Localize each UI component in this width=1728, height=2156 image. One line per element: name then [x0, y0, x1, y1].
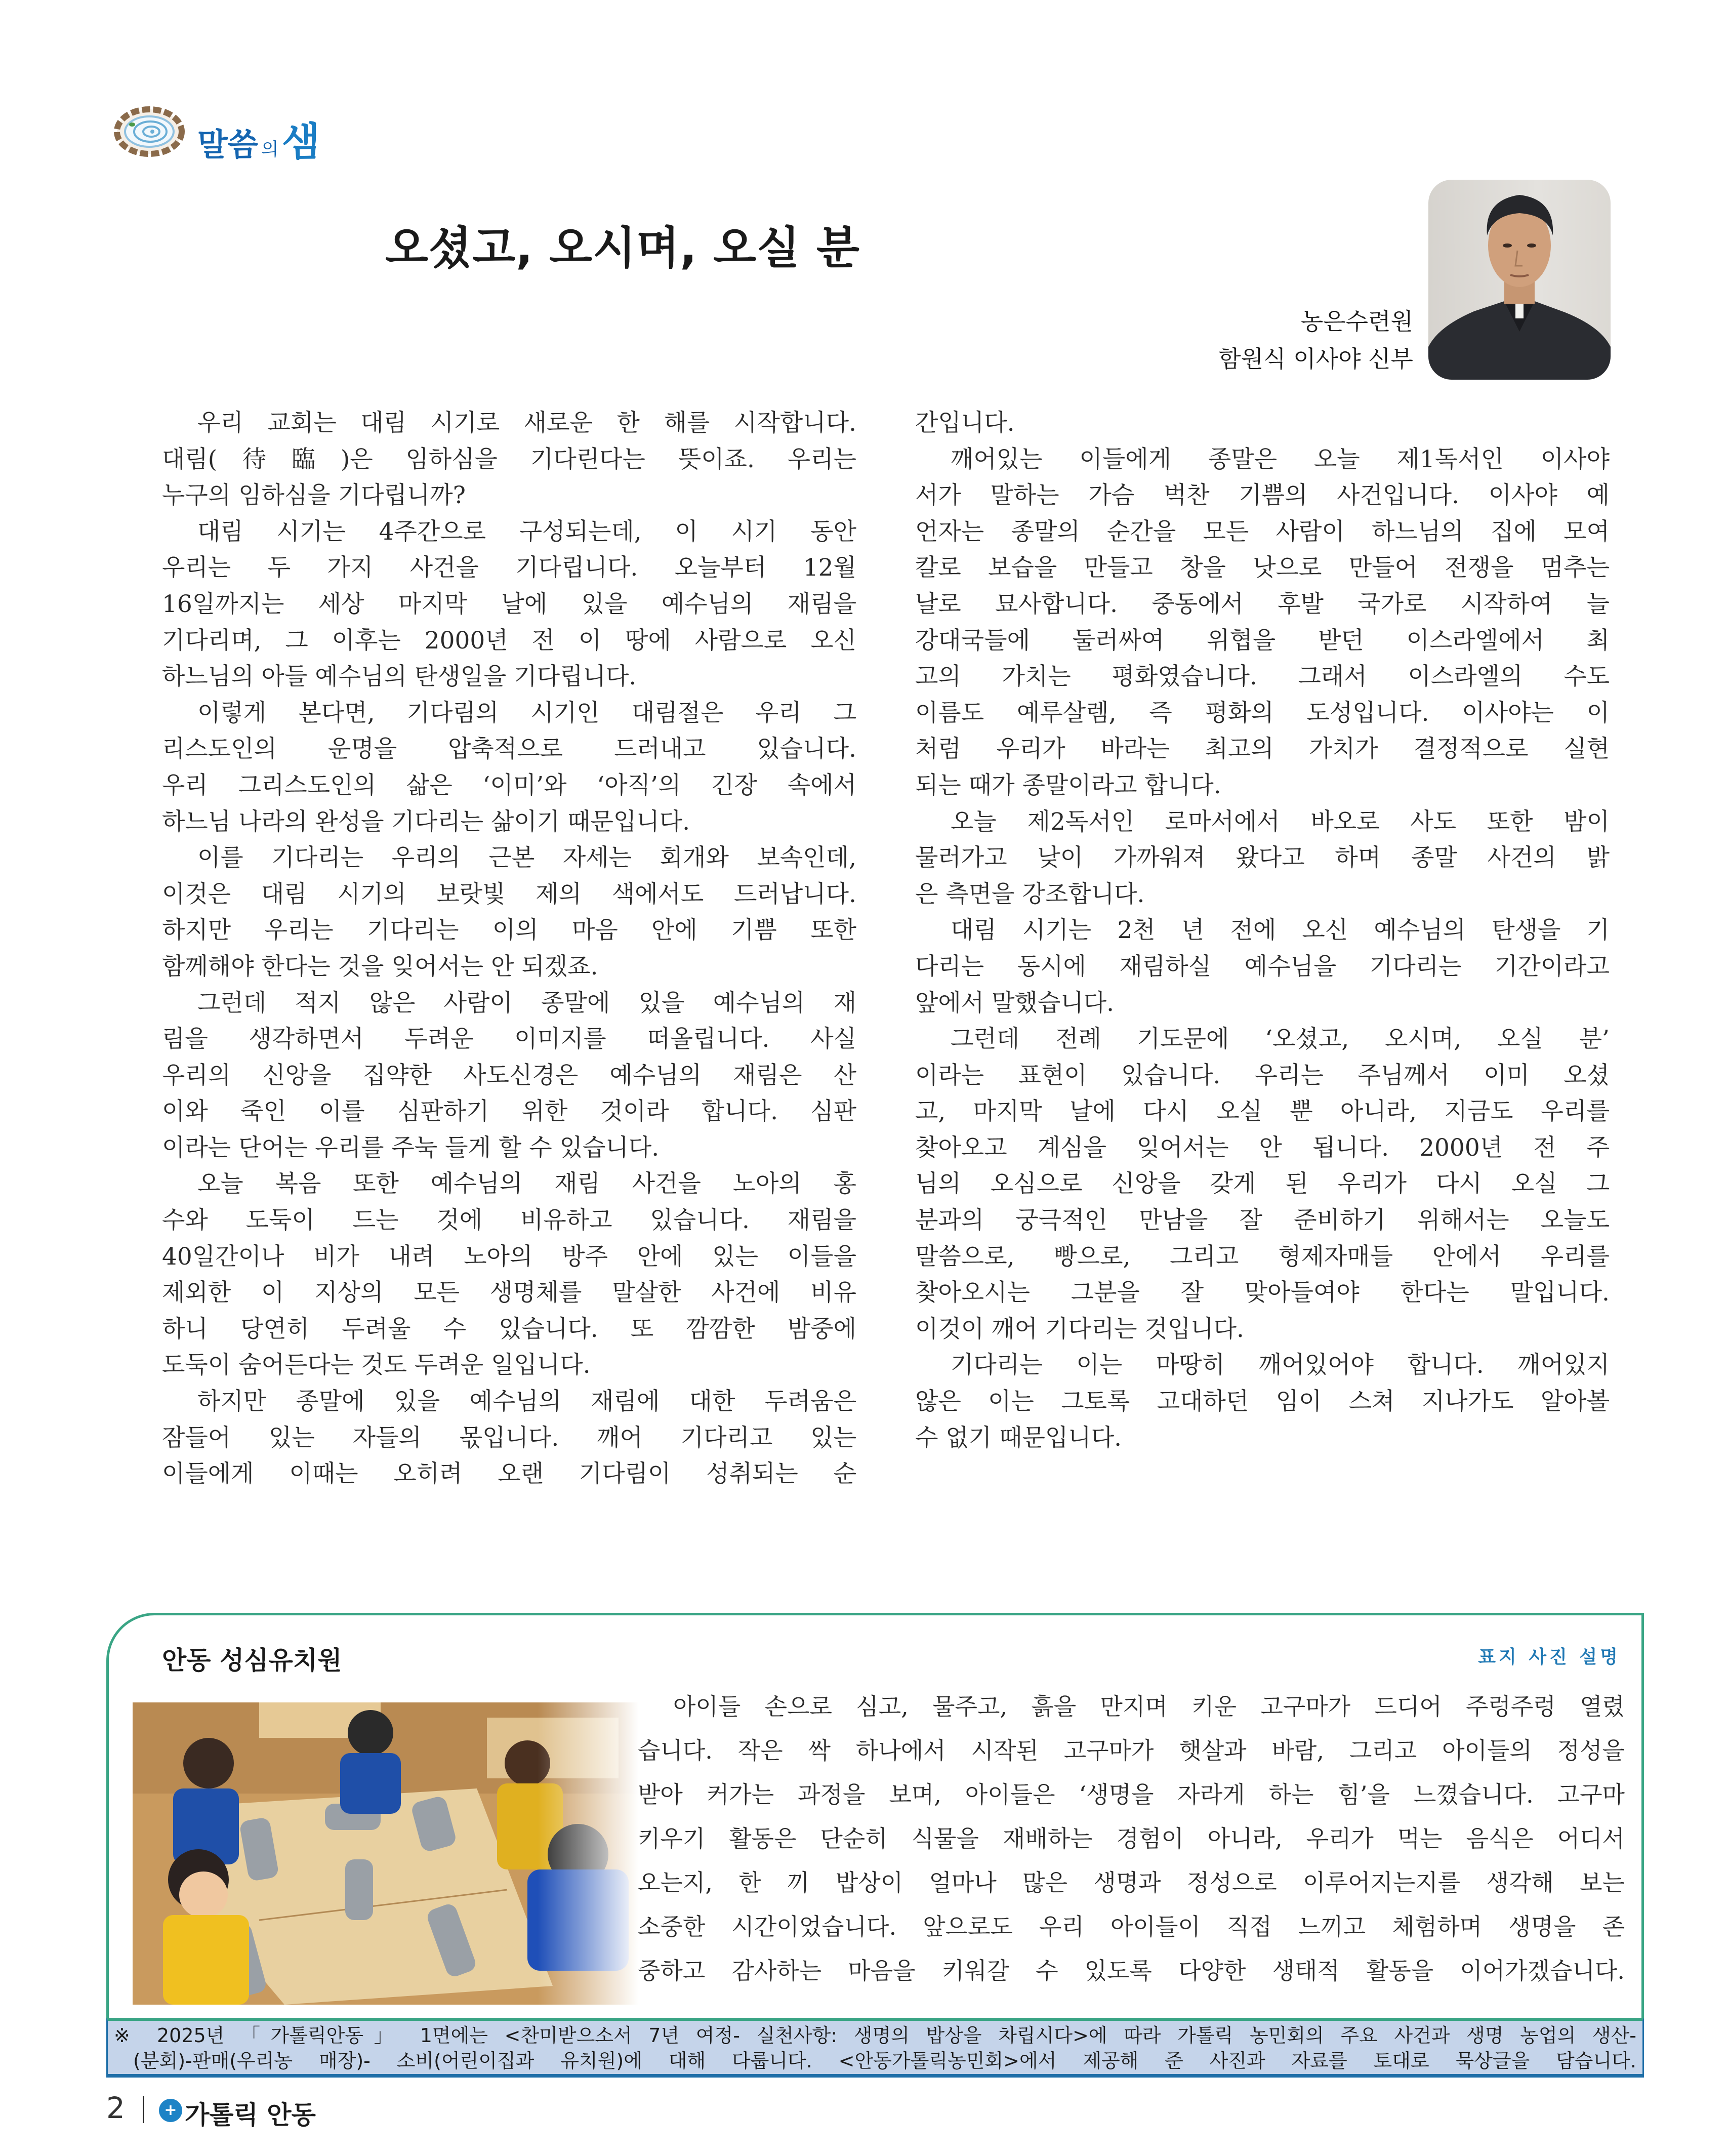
- notice-line-1: ※ 2025년 「가톨릭안동」 1면에는 <찬미받으소서 7년 여정- 실천사항: 생명의 밥상을 차립시다>에 따라 가톨릭 농민회의 주요 사건과 생명 농업의 생산-: [114, 2024, 1636, 2047]
- text-line: 물러가고 낮이 가까워져 왔다고 하며 종말 사건의 밝: [915, 844, 1610, 872]
- text-line: 오늘 복음 또한 예수님의 재림 사건을 노아의 홍: [197, 1170, 856, 1198]
- publication-name: 가톨릭 안동: [185, 2100, 316, 2130]
- text-line: 16일까지는 세상 마지막 날에 있을 예수님의 재림을: [162, 590, 856, 618]
- text-line: 하느님의 아들 예수님의 탄생일을 기다립니다.: [162, 663, 637, 691]
- cover-box-title: 안동 성심유치원: [162, 1646, 342, 1675]
- text-line: 이것은 대림 시기의 보랏빛 제의 색에서도 드러납니다.: [162, 880, 856, 908]
- text-line: 기다리며, 그 이후는 2000년 전 이 땅에 사람으로 오신: [162, 626, 856, 655]
- text-line: 이것이 깨어 기다리는 것입니다.: [915, 1315, 1244, 1343]
- text-line: 하지만 종말에 있을 예수님의 재림에 대한 두려움은: [197, 1388, 856, 1416]
- article-title: 오셨고, 오시며, 오실 분: [385, 222, 860, 274]
- text-line: 처럼 우리가 바라는 최고의 가치가 결정적으로 실현: [915, 735, 1610, 763]
- author-byline: [1218, 303, 1413, 378]
- text-line: 누구의 임하심을 기다립니까?: [162, 481, 466, 510]
- text-line: 도둑이 숨어든다는 것도 두려운 일입니다.: [162, 1351, 591, 1379]
- text-line: 우리의 신앙을 집약한 사도신경은 예수님의 재림은 산: [162, 1061, 856, 1089]
- text-line: 수와 도둑이 드는 것에 비유하고 있습니다. 재림을: [162, 1206, 856, 1235]
- text-line: 칼로 보습을 만들고 창을 낫으로 만들어 전쟁을 멈추는: [915, 554, 1610, 582]
- text-line: 그런데 적지 않은 사람이 종말에 있을 예수님의 재: [197, 989, 856, 1017]
- text-line: 하지만 우리는 기다리는 이의 마음 안에 기쁨 또한: [162, 916, 856, 945]
- text-line: 대림 시기는 2천 년 전에 오신 예수님의 탄생을 기: [951, 916, 1610, 945]
- text-line: 이라는 단어는 우리를 주눅 들게 할 수 있습니다.: [162, 1133, 660, 1162]
- text-line: 잠들어 있는 자들의 몫입니다. 깨어 기다리고 있는: [162, 1423, 856, 1452]
- text-line: 이렇게 본다면, 기다림의 시기인 대림절은 우리 그: [197, 699, 856, 727]
- series-notice: [106, 2018, 1644, 2078]
- cover-box-label: 표지 사진 설명: [1478, 1647, 1621, 1667]
- text-line: 우리는 두 가지 사건을 기다립니다. 오늘부터 12월: [162, 554, 856, 582]
- logo-word-2: 의: [261, 139, 279, 160]
- text-line: 님의 오심으로 신앙을 갖게 된 우리가 다시 오실 그: [915, 1170, 1610, 1198]
- text-line: 찾아오시는 그분을 잘 맞아들여야 한다는 말입니다.: [915, 1279, 1610, 1307]
- text-line: 찾아오고 계심을 잊어서는 안 됩니다. 2000년 전 주: [915, 1133, 1610, 1162]
- logo-text: [197, 110, 320, 167]
- page-number: 2: [106, 2091, 125, 2125]
- text-line: 리스도인의 운명을 압축적으로 드러내고 있습니다.: [162, 735, 856, 763]
- text-line: 다리는 동시에 재림하실 예수님을 기다리는 기간이라고: [915, 952, 1610, 981]
- text-line: 이들에게 이때는 오히려 오랜 기다림이 성취되는 순: [162, 1460, 856, 1488]
- text-line: 오는지, 한 끼 밥상이 얼마나 많은 생명과 정성으로 이루어지는지를 생각해 보는: [638, 1869, 1625, 1896]
- author-name: 함원식 이사야 신부: [1218, 345, 1413, 373]
- text-line: 고, 마지막 날에 다시 오실 뿐 아니라, 지금도 우리를: [915, 1097, 1610, 1126]
- text-line: 이라는 표현이 있습니다. 우리는 주님께서 이미 오셨: [915, 1061, 1610, 1089]
- author-affiliation: 농은수련원: [1300, 308, 1413, 335]
- text-line: 습니다. 작은 싹 하나에서 시작된 고구마가 햇살과 바람, 그리고 아이들의 정성을: [638, 1737, 1625, 1764]
- text-line: 않은 이는 그토록 고대하던 임이 스쳐 지나가도 알아볼: [915, 1388, 1610, 1416]
- text-line: 분과의 궁극적인 만남을 잘 준비하기 위해서는 오늘도: [915, 1206, 1610, 1235]
- notice-line-2: (분회)-판매(우리농 매장)- 소비(어린이집과 유치원)에 대해 다룹니다. <안동가톨릭농민회>에서 제공해 준 사진과 자료를 토대로 묵상글을 담습니다.: [133, 2050, 1636, 2072]
- text-line: 되는 때가 종말이라고 합니다.: [915, 771, 1221, 799]
- text-line: 하느님 나라의 완성을 기다리는 삶이기 때문입니다.: [162, 807, 690, 836]
- text-line: 림을 생각하면서 두려운 이미지를 떠올립니다. 사실: [162, 1025, 856, 1053]
- text-line: 기다리는 이는 마땅히 깨어있어야 합니다. 깨어있지: [951, 1351, 1610, 1379]
- text-line: 간입니다.: [915, 409, 1015, 437]
- text-line: 그런데 전례 기도문에 ‘오셨고, 오시며, 오실 분’: [951, 1025, 1610, 1053]
- priest-portrait-image: [1428, 180, 1611, 380]
- text-line: 오늘 제2독서인 로마서에서 바오로 사도 또한 밤이: [951, 807, 1610, 836]
- spring-well-icon: [114, 106, 185, 157]
- text-line: 깨어있는 이들에게 종말은 오늘 제1독서인 이사야: [951, 445, 1610, 473]
- text-line: 강대국들에 둘러싸여 위협을 받던 이스라엘에서 최: [915, 626, 1610, 655]
- logo-word-1: 말씀: [197, 126, 258, 163]
- text-line: 이와 죽인 이를 심판하기 위한 것이라 합니다. 심판: [162, 1097, 856, 1126]
- text-line: 아이들 손으로 심고, 물주고, 흙을 만지며 키운 고구마가 드디어 주렁주렁 열렸: [673, 1693, 1625, 1720]
- children-eating-photo: [133, 1702, 639, 2005]
- text-line: 이를 기다리는 우리의 근본 자세는 회개와 보속인데,: [197, 844, 856, 872]
- text-line: 우리 교회는 대림 시기로 새로운 한 해를 시작합니다.: [197, 409, 856, 437]
- author-portrait: [1428, 180, 1611, 380]
- text-line: 40일간이나 비가 내려 노아의 방주 안에 있는 이들을: [162, 1242, 856, 1271]
- cross-emblem-icon: +: [159, 2099, 182, 2122]
- text-line: 대림(待臨)은 임하심을 기다린다는 뜻이죠. 우리는: [162, 445, 856, 473]
- article-column-left: [162, 405, 856, 1492]
- text-line: 키우기 활동은 단순히 식물을 재배하는 경험이 아니라, 우리가 먹는 음식은 어디서: [638, 1825, 1625, 1852]
- text-line: 중하고 감사하는 마음을 키워갈 수 있도록 다양한 생태적 활동을 이어가겠습니다.: [638, 1957, 1625, 1984]
- text-line: 수 없기 때문입니다.: [915, 1423, 1122, 1452]
- kindergarten-photo: [133, 1702, 639, 2005]
- text-line: 날로 묘사합니다. 중동에서 후발 국가로 시작하여 늘: [915, 590, 1610, 618]
- logo-word-3: 샘: [281, 119, 320, 165]
- text-line: 소중한 시간이었습니다. 앞으로도 우리 아이들이 직접 느끼고 체험하며 생명을 존: [638, 1913, 1625, 1940]
- text-line: 은 측면을 강조합니다.: [915, 880, 1145, 908]
- text-line: 언자는 종말의 순간을 모든 사람이 하느님의 집에 모여: [915, 517, 1610, 546]
- text-line: 이름도 예루살렘, 즉 평화의 도성입니다. 이사야는 이: [915, 699, 1610, 727]
- section-logo: [109, 101, 392, 165]
- article-column-right: [915, 405, 1610, 1456]
- text-line: 우리 그리스도인의 삶은 ‘이미’와 ‘아직’의 긴장 속에서: [162, 771, 856, 799]
- text-line: 하니 당연히 두려울 수 있습니다. 또 깜깜한 밤중에: [162, 1315, 856, 1343]
- text-line: 고의 가치는 평화였습니다. 그래서 이스라엘의 수도: [915, 663, 1610, 691]
- text-line: 받아 커가는 과정을 보며, 아이들은 ‘생명을 자라게 하는 힘’을 느꼈습니다. 고구마: [638, 1781, 1625, 1808]
- text-line: 서가 말하는 가슴 벅찬 기쁨의 사건입니다. 이사야 예: [915, 481, 1610, 510]
- footer-divider: [143, 2096, 144, 2123]
- text-line: 함께해야 한다는 것을 잊어서는 안 되겠죠.: [162, 952, 598, 981]
- text-line: 말씀으로, 빵으로, 그리고 형제자매들 안에서 우리를: [915, 1242, 1610, 1271]
- text-line: 앞에서 말했습니다.: [915, 989, 1115, 1017]
- text-line: 제외한 이 지상의 모든 생명체를 말살한 사건에 비유: [162, 1279, 856, 1307]
- cover-box-description: [638, 1685, 1625, 1993]
- text-line: 대림 시기는 4주간으로 구성되는데, 이 시기 동안: [197, 517, 856, 546]
